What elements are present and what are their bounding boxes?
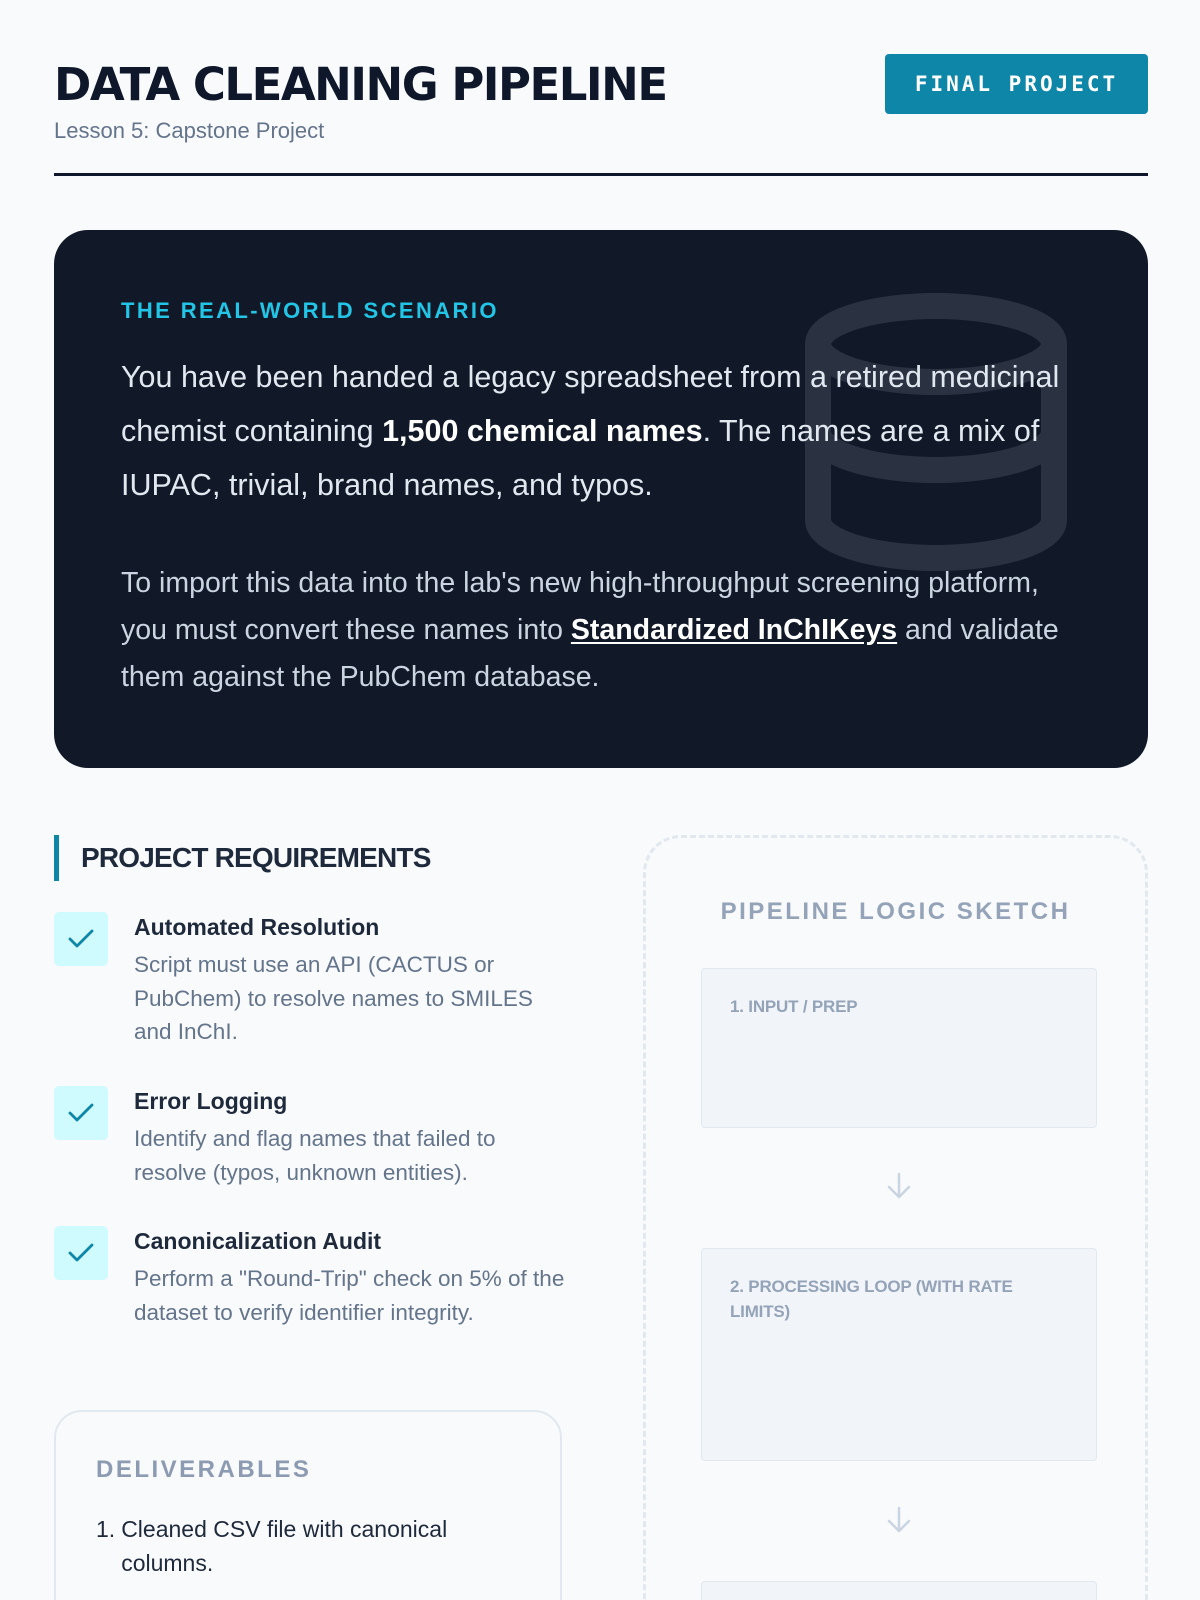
scenario-paragraph-1: You have been handed a legacy spreadsheet from a retired medicinal chemist containing 1,500 chemical names. The names are a mix of IUPAC, trivial, brand names, and typos. [121, 360, 1060, 502]
deliverables-label: DELIVERABLES [96, 1456, 312, 1483]
pipeline-step-processing: 2. PROCESSING LOOP (WITH RATE LIMITS) [701, 1248, 1097, 1461]
requirement-title: Canonicalization Audit [134, 1228, 382, 1254]
inchikeys-emphasis: Standardized InChIKeys [570, 614, 898, 646]
requirement-title: Error Logging [134, 1088, 288, 1114]
requirement-item [54, 912, 574, 1052]
requirements-heading: PROJECT REQUIREMENTS [54, 835, 431, 881]
check-icon [54, 1086, 108, 1140]
list-item: 1. Cleaned CSV file with canonical columns. [96, 1516, 448, 1576]
requirement-desc: Script must use an API (CACTUS or PubChem) to resolve names to SMILES and InChI. [134, 952, 533, 1044]
requirement-title: Automated Resolution [134, 914, 380, 940]
page-subtitle: Lesson 5: Capstone Project [54, 118, 325, 143]
arrow-down-icon [884, 1505, 914, 1535]
pipeline-step-input: 1. INPUT / PREP [701, 968, 1097, 1128]
scenario-paragraph-2: To import this data into the lab's new high-throughput screening platform, you must convert these names into Standardized InChIKeys and validate them against the PubChem database. [121, 567, 1059, 693]
page-header [54, 50, 1148, 176]
scenario-card [54, 230, 1148, 768]
arrow-down-icon [884, 1171, 914, 1201]
requirement-item [54, 1226, 574, 1366]
deliverables-list [96, 1512, 536, 1580]
check-icon [54, 912, 108, 966]
requirement-desc: Identify and flag names that failed to resolve (typos, unknown entities). [134, 1126, 496, 1185]
sketch-label: PIPELINE LOGIC SKETCH [720, 898, 1071, 925]
final-project-badge: FINAL PROJECT [885, 54, 1148, 114]
deliverables-card [54, 1410, 562, 1600]
chemical-count: 1,500 chemical names [382, 414, 703, 448]
pipeline-step-next [701, 1581, 1097, 1600]
scenario-label: THE REAL-WORLD SCENARIO [121, 298, 499, 323]
check-icon [54, 1226, 108, 1280]
pipeline-sketch [643, 835, 1148, 1600]
requirement-desc: Perform a "Round-Trip" check on 5% of the dataset to verify identifier integrity. [134, 1266, 565, 1325]
page-title: DATA CLEANING PIPELINE [54, 58, 667, 111]
requirement-item [54, 1086, 574, 1196]
